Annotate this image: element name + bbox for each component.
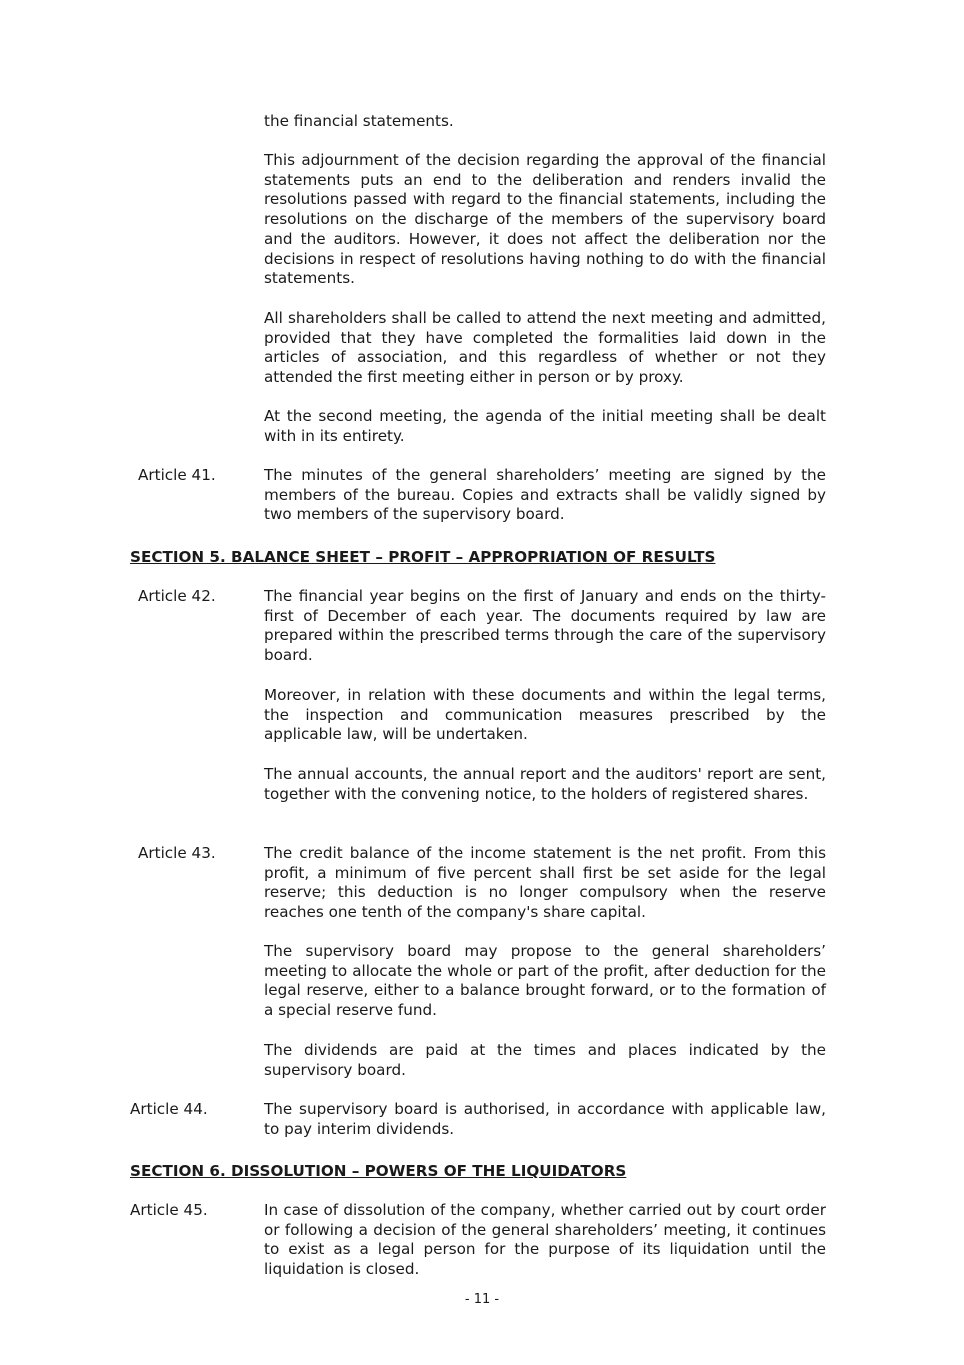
paragraph-profit-allocation: The supervisory board may propose to the general shareholders’ meeting to allocate the whole or part of the profit, after deduction for the legal reserve, either to a balance brought forward, or to the formation of a special reserve fund. (264, 942, 826, 1020)
paragraph-adjournment: This adjournment of the decision regarding the approval of the financial statements puts an end to the deliberation and renders invalid the resolutions passed with regard to the financial statements, including the resolutions on the discharge of the members of the supervisory board and the auditors. However, it does not affect the deliberation nor the decisions in respect of resolutions having nothing to do with the financial statements. (264, 151, 826, 288)
article-44-text: The supervisory board is authorised, in accordance with applicable law, to pay interim dividends. (264, 1100, 826, 1138)
article-42-text: The financial year begins on the first of January and ends on the thirty-first of December of each year. The documents required by law are prepared within the prescribed terms through the care of the supervisory board. (264, 587, 826, 665)
article-45-label: Article 45. (130, 1201, 208, 1219)
article-42-label: Article 42. (138, 587, 216, 605)
paragraph-financial-statements-end: the financial statements. (264, 112, 454, 130)
article-43-label: Article 43. (138, 844, 216, 862)
article-41-label: Article 41. (138, 466, 216, 484)
paragraph-second-meeting: At the second meeting, the agenda of the initial meeting shall be dealt with in its entirety. (264, 407, 826, 445)
section-5-heading: SECTION 5. BALANCE SHEET – PROFIT – APPROPRIATION OF RESULTS (130, 548, 716, 566)
paragraph-annual-accounts: The annual accounts, the annual report and the auditors' report are sent, together with the convening notice, to the holders of registered shares. (264, 765, 826, 803)
paragraph-all-shareholders: All shareholders shall be called to attend the next meeting and admitted, provided that they have completed the formalities laid down in the articles of association, and this regardless of whether or not they attended the first meeting either in person or by proxy. (264, 309, 826, 387)
article-45-text: In case of dissolution of the company, whether carried out by court order or following a decision of the general shareholders’ meeting, it continues to exist as a legal person for the purpose of its liquidation until the liquidation is closed. (264, 1201, 826, 1279)
paragraph-documents-inspection: Moreover, in relation with these documents and within the legal terms, the inspection and communication measures prescribed by the applicable law, will be undertaken. (264, 686, 826, 744)
section-6-heading: SECTION 6. DISSOLUTION – POWERS OF THE LIQUIDATORS (130, 1162, 627, 1180)
article-41-text: The minutes of the general shareholders’ meeting are signed by the members of the bureau. Copies and extracts shall be validly signed by two members of the supervisory board. (264, 466, 826, 524)
article-44-label: Article 44. (130, 1100, 208, 1118)
page-number: - 11 - (464, 1292, 500, 1307)
paragraph-dividends: The dividends are paid at the times and places indicated by the supervisory board. (264, 1041, 826, 1079)
article-43-text: The credit balance of the income statement is the net profit. From this profit, a minimum of five percent shall first be set aside for the legal reserve; this deduction is no longer compulsory when the reserve reaches one tenth of the company's share capital. (264, 844, 826, 922)
